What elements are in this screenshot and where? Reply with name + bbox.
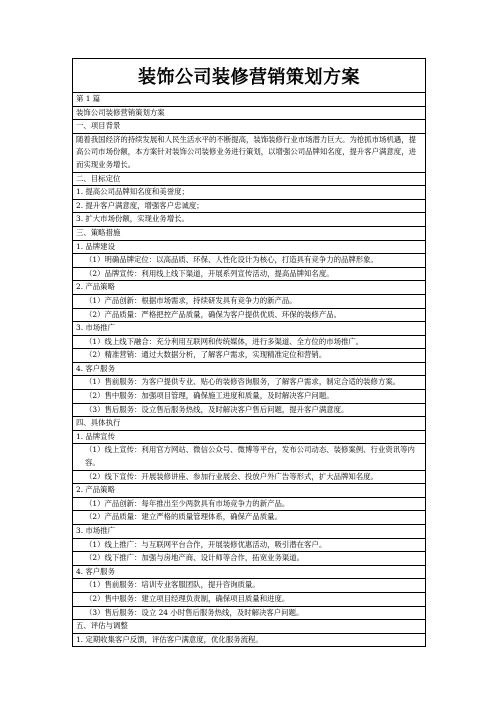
document-row: （3）售后服务：设立 24 小时售后服务热线，及时解决客户问题。 (73, 607, 425, 621)
document-row: 一、项目背景 (73, 120, 425, 134)
document-row: 五、评估与调整 (73, 620, 425, 634)
document-row: 装饰公司装修营销策划方案 (73, 107, 425, 121)
document-row: （1）线上宣传：利用官方网站、微信公众号、微博等平台，发布公司动态、装修案例、行业资讯等内容。 (73, 444, 425, 470)
document-row: 四、具体执行 (73, 417, 425, 431)
document-row: （1）产品创新：每年推出至少两款具有市场竞争力的新产品。 (73, 498, 425, 512)
document-row: 2. 产品策略 (73, 484, 425, 498)
document-row: 4. 客户服务 (73, 566, 425, 580)
document-row: 随着我国经济的持续发展和人民生活水平的不断提高，装饰装修行业市场潜力巨大。为抢抓市场机遇，提高公司市场份额，本方案针对装饰公司装修业务进行策划，以增强公司品牌知名度，提升客户满意度，进而实现业务增长。 (73, 134, 425, 173)
document-row: 2. 提升客户满意度，增强客户忠诚度； (73, 200, 425, 214)
document-row: （2）售中服务：加强项目管理，确保施工进度和质量，及时解决客户问题。 (73, 390, 425, 404)
document-row: 1. 定期收集客户反馈，评估客户满意度，优化服务流程。 (76, 634, 263, 644)
document-row: 1. 提高公司品牌知名度和美誉度； (73, 186, 425, 200)
document-row: 1. 品牌宣传 (73, 431, 425, 445)
document-row: 2. 产品策略 (73, 281, 425, 295)
document-title: 装饰公司装修营销策划方案 (73, 59, 425, 93)
document-row: 3. 市场推广 (73, 525, 425, 539)
document-row: （3）售后服务：设立售后服务热线，及时解决客户售后问题，提升客户满意度。 (73, 404, 425, 418)
document-row: （2）产品质量：建立严格的质量管理体系，确保产品质量。 (73, 511, 425, 525)
document-row: 1. 品牌建设 (73, 241, 425, 255)
document-row: （2）精准营销：通过大数据分析，了解客户需求，实现精准定位和营销。 (73, 349, 425, 363)
document-row: 3. 扩大市场份额，实现业务增长。 (73, 213, 425, 227)
document-row: （1）售前服务：为客户提供专业、贴心的装修咨询服务，了解客户需求，制定合适的装修方案。 (73, 376, 425, 390)
document-row: （1）线上推广：与互联网平台合作，开展装修优惠活动，吸引潜在客户。 (73, 539, 425, 553)
document-row: （1）产品创新：根据市场需求，持续研发具有竞争力的新产品。 (73, 295, 425, 309)
document-row: 3. 市场推广 (73, 322, 425, 336)
document-row: （2）产品质量：严格把控产品质量，确保为客户提供优质、环保的装修产品。 (73, 309, 425, 323)
document-row: 第 1 篇 (73, 93, 425, 107)
document-row: （1）售前服务：培训专业客服团队，提升咨询质量。 (73, 579, 425, 593)
document-row: 4. 客户服务 (73, 363, 425, 377)
document-row: （2）售中服务：建立项目经理负责制，确保项目质量和进度。 (73, 593, 425, 607)
document-row: 二、目标定位 (73, 173, 425, 187)
document-row: （2）线下推广：加强与房地产商、设计师等合作，拓宽业务渠道。 (73, 552, 425, 566)
document-row: （1）明确品牌定位：以高品质、环保、人性化设计为核心，打造具有竞争力的品牌形象。 (73, 254, 425, 268)
document-row: （1）线上线下融合：充分利用互联网和传统媒体，进行多渠道、全方位的市场推广。 (73, 336, 425, 350)
document-row: 三、策略措施 (73, 227, 425, 241)
document-row: （2）线下宣传：开展装修讲座、参加行业展会、投放户外广告等形式，扩大品牌知名度。 (73, 471, 425, 485)
document-row: （2）品牌宣传：利用线上线下渠道，开展系列宣传活动，提高品牌知名度。 (73, 268, 425, 282)
document-table (72, 58, 426, 647)
document-body (73, 93, 425, 646)
